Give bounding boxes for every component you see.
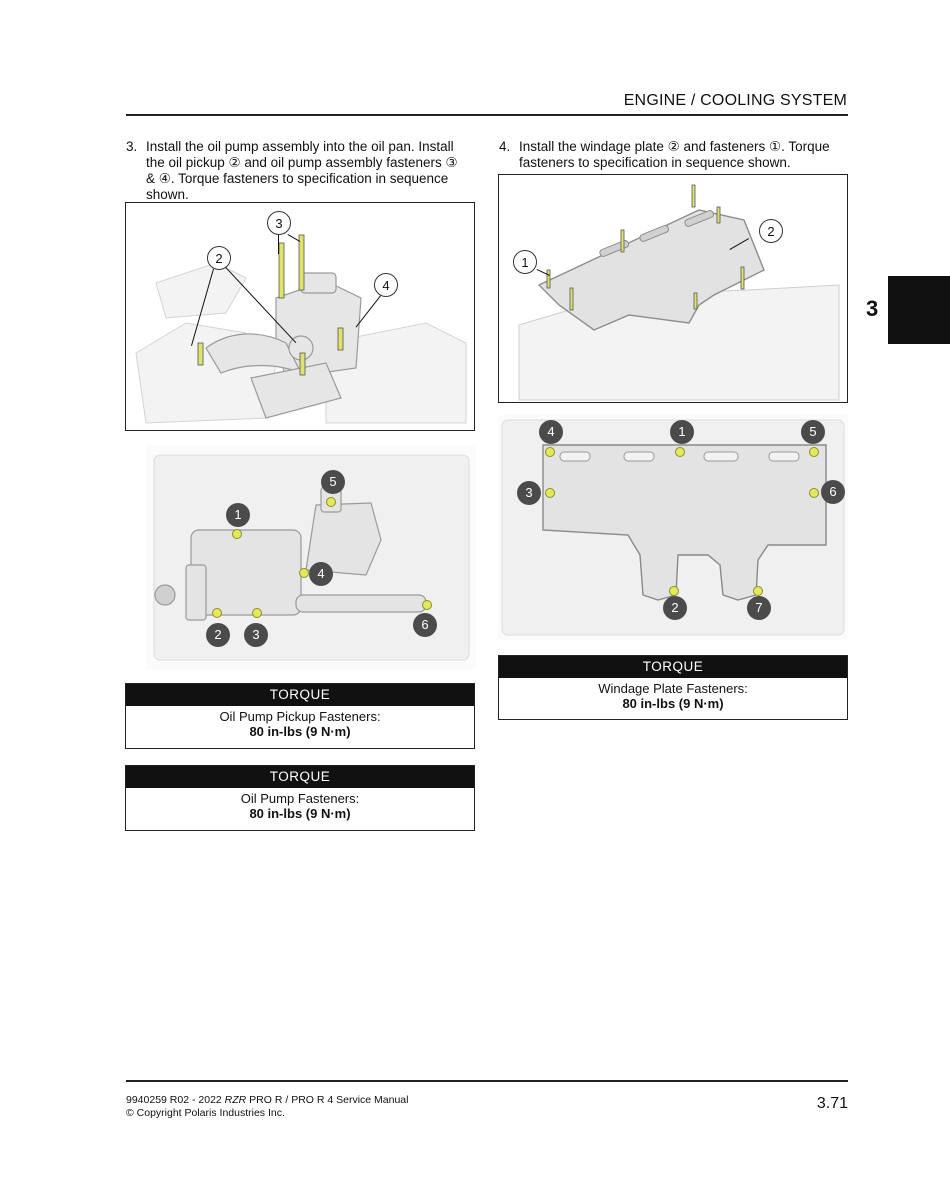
sequence-number: 4 [539, 420, 563, 444]
torque-table-header: TORQUE [126, 766, 474, 788]
fastener-marker [545, 447, 555, 457]
torque-table-oil-pump-pickup [125, 683, 475, 749]
sequence-number: 3 [517, 481, 541, 505]
torque-spec-value: 80 in-lbs (9 N·m) [622, 696, 724, 711]
step-line: & ④. Torque fasteners to specification in sequence [146, 171, 449, 186]
torque-spec-label: Oil Pump Pickup Fasteners: [219, 709, 381, 724]
sequence-number: 2 [663, 596, 687, 620]
sequence-number: 6 [821, 480, 845, 504]
callout-number: 4 [374, 273, 398, 297]
footer-divider [126, 1080, 848, 1082]
sequence-number: 3 [244, 623, 268, 647]
step-line: shown. [146, 187, 189, 202]
sequence-number: 5 [321, 470, 345, 494]
step-3-instruction [126, 139, 476, 203]
windage-plate-illustration [499, 175, 847, 402]
torque-table-header: TORQUE [499, 656, 847, 678]
step-line: fasteners to specification in sequence shown. [519, 155, 791, 170]
windage-plate-exploded-figure [498, 174, 848, 403]
sequence-number: 4 [309, 562, 333, 586]
step-4-instruction [499, 139, 849, 171]
callout-number: 2 [759, 219, 783, 243]
document-title [126, 1094, 408, 1107]
fastener-marker [299, 568, 309, 578]
sequence-number: 5 [801, 420, 825, 444]
copyright-notice: © Copyright Polaris Industries Inc. [126, 1106, 285, 1119]
sequence-number: 7 [747, 596, 771, 620]
fastener-marker [669, 586, 679, 596]
sequence-number: 1 [670, 420, 694, 444]
fastener-marker [252, 608, 262, 618]
header-divider [126, 114, 848, 116]
chapter-tab [888, 276, 950, 344]
document-id: 9940259 R02 - 2022 [126, 1094, 225, 1106]
sequence-number: 6 [413, 613, 437, 637]
step-line: Install the windage plate ② and fasteners ①. Torque [519, 139, 830, 154]
fastener-marker [675, 447, 685, 457]
fastener-marker [809, 488, 819, 498]
oil-pump-illustration [126, 203, 474, 430]
torque-spec-label: Windage Plate Fasteners: [598, 681, 748, 696]
torque-spec-value: 80 in-lbs (9 N·m) [249, 724, 351, 739]
oil-pump-exploded-figure [125, 202, 475, 431]
fastener-marker [212, 608, 222, 618]
torque-table-windage-plate [498, 655, 848, 720]
fastener-marker [422, 600, 432, 610]
callout-number: 1 [513, 250, 537, 274]
step-number: 3. [126, 139, 138, 154]
document-model: RZR [224, 1094, 247, 1106]
step-line: the oil pickup ② and oil pump assembly fasteners ③ [146, 155, 458, 170]
callout-number: 2 [207, 246, 231, 270]
fastener-marker [753, 586, 763, 596]
chapter-number: 3 [866, 296, 879, 321]
fastener-marker [809, 447, 819, 457]
sequence-number: 1 [226, 503, 250, 527]
torque-spec-value: 80 in-lbs (9 N·m) [249, 806, 351, 821]
torque-table-header: TORQUE [126, 684, 474, 706]
fastener-marker [545, 488, 555, 498]
section-title: ENGINE / COOLING SYSTEM [623, 92, 847, 109]
torque-table-oil-pump [125, 765, 475, 831]
callout-leader [278, 234, 279, 254]
callout-number: 3 [267, 211, 291, 235]
page-number: 3.71 [816, 1095, 848, 1112]
document-suffix: PRO R / PRO R 4 Service Manual [246, 1094, 409, 1106]
oil-pump-torque-sequence-figure [146, 445, 476, 670]
footer-document-info [126, 1094, 408, 1119]
torque-spec-label: Oil Pump Fasteners: [240, 791, 360, 806]
sequence-number: 2 [206, 623, 230, 647]
step-line: Install the oil pump assembly into the oil pan. Install [146, 139, 454, 154]
windage-plate-torque-sequence-figure [498, 415, 848, 640]
step-number: 4. [499, 139, 511, 154]
fastener-marker [326, 497, 336, 507]
fastener-marker [232, 529, 242, 539]
